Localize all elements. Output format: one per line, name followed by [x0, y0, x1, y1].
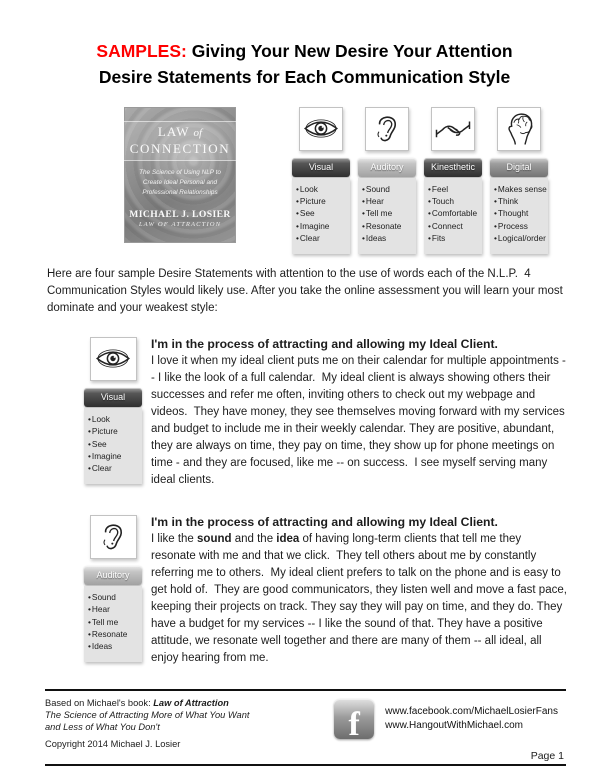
brain-icon [497, 107, 541, 151]
keyword: • Hear [88, 603, 140, 615]
book-title-line2: CONNECTION [129, 140, 231, 156]
style-header-auditory: Auditory [84, 566, 142, 585]
keyword: • Fits [428, 232, 480, 244]
hangout-url: www.HangoutWithMichael.com [385, 720, 523, 731]
eye-icon [90, 337, 137, 381]
style-header-digital: Digital [490, 158, 548, 177]
intro-paragraph: Here are four sample Desire Statements with attention to the use of words each of the N.L.P. 4 Communication Styles would likely use. After you take the online assessment you will learn your most dominate and your weakest style: [47, 267, 567, 314]
keyword: • Tell me [362, 207, 414, 219]
style-header-auditory: Auditory [358, 158, 416, 177]
book-title-line1: LAW of [157, 123, 203, 139]
title-highlight: SAMPLES: [96, 41, 187, 61]
keyword: • Logical/order [494, 232, 546, 244]
keyword: • Resonate [362, 220, 414, 232]
footer-content [45, 691, 566, 750]
keyword: • Picture [296, 195, 348, 207]
keyword: • Ideas [362, 232, 414, 244]
keyword: • Touch [428, 195, 480, 207]
handshake-icon [431, 107, 475, 151]
facebook-icon: f [334, 699, 374, 739]
page-footer [45, 689, 566, 766]
book-author: MICHAEL J. LOSIER [129, 209, 231, 221]
keyword-list-visual [292, 178, 350, 254]
keyword: • Look [88, 413, 140, 425]
keyword: • Thought [494, 207, 546, 219]
keyword: • Feel [428, 183, 480, 195]
title-line-2: Desire Statements for Each Communication Style [98, 67, 511, 88]
desire-statement-heading: I'm in the process of attracting and allowing my Ideal Client. [151, 336, 498, 351]
facebook-url: www.facebook.com/MichaelLosierFans [385, 706, 558, 717]
footer-urls [385, 705, 558, 733]
style-header-visual: Visual [292, 158, 350, 177]
based-on-line: Based on Michael's book: Law of Attraction [45, 698, 229, 708]
style-column-digital [490, 107, 548, 254]
keyword: • Ideas [88, 640, 140, 652]
keyword: • Comfortable [428, 207, 480, 219]
keyword: • Makes sense [494, 183, 546, 195]
top-row [124, 107, 609, 254]
style-header-kinesthetic: Kinesthetic [424, 158, 482, 177]
keyword: • Process [494, 220, 546, 232]
keyword: • See [88, 438, 140, 450]
keyword: • Resonate [88, 628, 140, 640]
section-visual-sidebar [84, 337, 142, 489]
keyword: • Picture [88, 425, 140, 437]
keyword-list-kinesthetic [424, 178, 482, 254]
keyword: • Sound [88, 591, 140, 603]
book-title-text: Law of Attraction [153, 698, 229, 708]
book-cover [124, 107, 236, 243]
section-visual [84, 337, 609, 489]
page-title [0, 0, 609, 91]
section-auditory-text [151, 515, 569, 667]
book-subtitle-line2: and Less of What You Don't [45, 722, 160, 733]
page-number: Page 1 [530, 750, 564, 763]
section-auditory-sidebar [84, 515, 142, 667]
book-cover-title-band [124, 121, 236, 161]
style-column-kinesthetic [424, 107, 482, 254]
ear-icon [365, 107, 409, 151]
style-column-auditory [358, 107, 416, 254]
keyword: • Think [494, 195, 546, 207]
keyword-list-digital [490, 178, 548, 254]
keyword: • Tell me [88, 616, 140, 628]
ear-icon [90, 515, 137, 559]
keyword: • Connect [428, 220, 480, 232]
copyright-line: Copyright 2014 Michael J. Losier [45, 739, 181, 750]
keyword: • Clear [88, 462, 140, 474]
keyword: • Sound [362, 183, 414, 195]
footer-bottom-rule [45, 764, 566, 766]
eye-icon [299, 107, 343, 151]
keyword: • Imagine [88, 450, 140, 462]
keyword: • Imagine [296, 220, 348, 232]
keyword: • Clear [296, 232, 348, 244]
keyword: • See [296, 207, 348, 219]
footer-book-credit [45, 697, 249, 750]
desire-statement-body: I love it when my ideal client puts me on their calendar for multiple appointments -- I like the look of a full calendar. My ideal client is always showing others their successes and refer me often, inviting others to check out my webpage and videos. They have money, they see themselves moving forward with my services and budget to include me in their weekly calendar. They are positive, abundant, they are always on time, they pay on time, they show up for phone meetings on time - and they are focused, like me -- on success. I see myself serving many ideal clients. [151, 354, 568, 486]
communication-styles-row [292, 107, 548, 254]
style-header-visual: Visual [84, 388, 142, 407]
keyword-list-auditory [84, 586, 142, 662]
style-column-visual [292, 107, 350, 254]
desire-statement-heading: I'm in the process of attracting and allowing my Ideal Client. [151, 514, 498, 529]
book-author-note: LAW OF ATTRACTION [138, 221, 222, 229]
desire-statement-body: I like the sound and the idea of having long-term clients that tell me they resonate with me and that we click. They tell others about me by constantly referring me to others. My ideal client prefers to talk on the phone and is easy to get hold of. They are good communicators, they listen well and move a fast pace, keeping their projects on track. They say they will pay on time, and they do. They have a budget for my services -- I like the sound of that. They have a positive attitude, we resonate well together and there are many of them -- all ideal, all enjoy hearing from me. [151, 532, 571, 664]
title-line1-rest: Giving Your New Desire Your Attention [186, 41, 513, 61]
section-visual-text [151, 337, 569, 489]
book-subtitle: The Science of Using NLP to Create Ideal Personal and Professional Relationships [139, 168, 221, 196]
title-line-1 [0, 38, 609, 64]
footer-social [334, 699, 558, 739]
keyword-list-auditory [358, 178, 416, 254]
book-subtitle-line1: The Science of Attracting More of What You Want [45, 710, 250, 721]
keyword-list-visual [84, 408, 142, 484]
section-auditory [84, 515, 609, 667]
keyword: • Hear [362, 195, 414, 207]
keyword: • Look [296, 183, 348, 195]
